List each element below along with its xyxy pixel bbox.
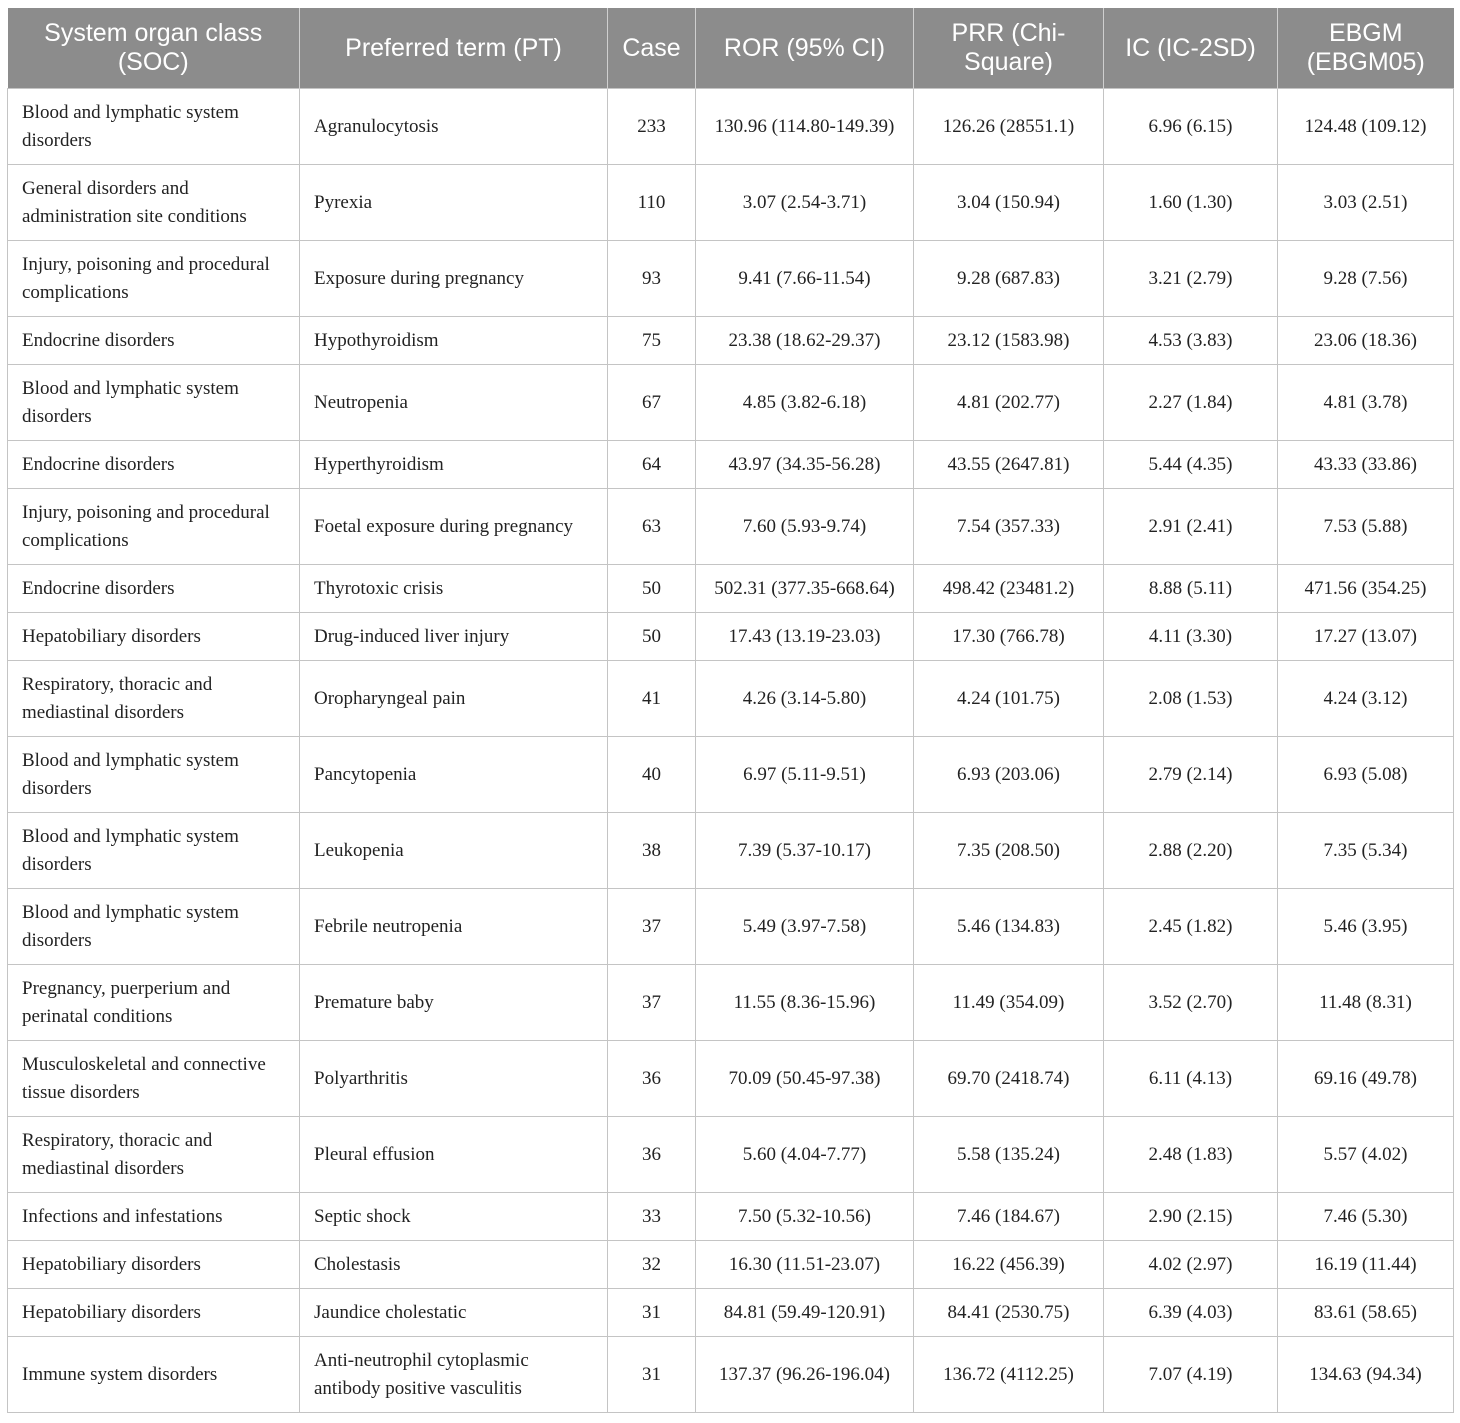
- table-row: [8, 565, 1454, 613]
- cell-soc: Hepatobiliary disorders: [8, 613, 300, 661]
- adverse-event-signal-table: [7, 8, 1454, 1413]
- cell-prr: 5.58 (135.24): [914, 1117, 1104, 1193]
- cell-ror: 7.50 (5.32-10.56): [696, 1193, 914, 1241]
- cell-ror: 70.09 (50.45-97.38): [696, 1041, 914, 1117]
- cell-pt: Thyrotoxic crisis: [300, 565, 608, 613]
- table-row: [8, 441, 1454, 489]
- cell-pt: Septic shock: [300, 1193, 608, 1241]
- cell-ebgm: 134.63 (94.34): [1278, 1337, 1454, 1413]
- cell-ror: 130.96 (114.80-149.39): [696, 89, 914, 165]
- cell-ror: 7.39 (5.37-10.17): [696, 813, 914, 889]
- cell-soc: Endocrine disorders: [8, 565, 300, 613]
- cell-ebgm: 7.53 (5.88): [1278, 489, 1454, 565]
- header-prr: PRR (Chi-Square): [914, 8, 1104, 89]
- cell-ic: 4.11 (3.30): [1104, 613, 1278, 661]
- table-row: [8, 737, 1454, 813]
- cell-ror: 4.85 (3.82-6.18): [696, 365, 914, 441]
- cell-ebgm: 6.93 (5.08): [1278, 737, 1454, 813]
- cell-pt: Febrile neutropenia: [300, 889, 608, 965]
- cell-ror: 5.49 (3.97-7.58): [696, 889, 914, 965]
- cell-pt: Jaundice cholestatic: [300, 1289, 608, 1337]
- cell-soc: Infections and infestations: [8, 1193, 300, 1241]
- cell-ebgm: 11.48 (8.31): [1278, 965, 1454, 1041]
- cell-case: 36: [608, 1117, 696, 1193]
- cell-case: 36: [608, 1041, 696, 1117]
- cell-ic: 3.21 (2.79): [1104, 241, 1278, 317]
- cell-ebgm: 7.46 (5.30): [1278, 1193, 1454, 1241]
- cell-prr: 17.30 (766.78): [914, 613, 1104, 661]
- cell-case: 31: [608, 1337, 696, 1413]
- cell-ebgm: 83.61 (58.65): [1278, 1289, 1454, 1337]
- table-row: [8, 813, 1454, 889]
- cell-prr: 4.24 (101.75): [914, 661, 1104, 737]
- cell-prr: 7.54 (357.33): [914, 489, 1104, 565]
- header-case: Case: [608, 8, 696, 89]
- cell-ic: 7.07 (4.19): [1104, 1337, 1278, 1413]
- cell-prr: 23.12 (1583.98): [914, 317, 1104, 365]
- cell-case: 75: [608, 317, 696, 365]
- table-row: [8, 965, 1454, 1041]
- cell-soc: Respiratory, thoracic and mediastinal disorders: [8, 1117, 300, 1193]
- table-row: [8, 1041, 1454, 1117]
- cell-prr: 126.26 (28551.1): [914, 89, 1104, 165]
- table-row: [8, 889, 1454, 965]
- cell-ic: 2.45 (1.82): [1104, 889, 1278, 965]
- cell-ebgm: 471.56 (354.25): [1278, 565, 1454, 613]
- cell-prr: 3.04 (150.94): [914, 165, 1104, 241]
- cell-prr: 11.49 (354.09): [914, 965, 1104, 1041]
- cell-soc: Blood and lymphatic system disorders: [8, 813, 300, 889]
- cell-prr: 498.42 (23481.2): [914, 565, 1104, 613]
- cell-ebgm: 17.27 (13.07): [1278, 613, 1454, 661]
- cell-case: 63: [608, 489, 696, 565]
- cell-case: 67: [608, 365, 696, 441]
- cell-pt: Pleural effusion: [300, 1117, 608, 1193]
- cell-ic: 2.27 (1.84): [1104, 365, 1278, 441]
- cell-soc: Blood and lymphatic system disorders: [8, 365, 300, 441]
- cell-ror: 23.38 (18.62-29.37): [696, 317, 914, 365]
- cell-ic: 1.60 (1.30): [1104, 165, 1278, 241]
- cell-ebgm: 23.06 (18.36): [1278, 317, 1454, 365]
- cell-ror: 11.55 (8.36-15.96): [696, 965, 914, 1041]
- cell-ror: 3.07 (2.54-3.71): [696, 165, 914, 241]
- cell-case: 41: [608, 661, 696, 737]
- cell-soc: Hepatobiliary disorders: [8, 1289, 300, 1337]
- header-ror: ROR (95% CI): [696, 8, 914, 89]
- cell-prr: 69.70 (2418.74): [914, 1041, 1104, 1117]
- table-row: [8, 165, 1454, 241]
- table-row: [8, 241, 1454, 317]
- cell-soc: General disorders and administration site conditions: [8, 165, 300, 241]
- table-row: [8, 1289, 1454, 1337]
- cell-ebgm: 9.28 (7.56): [1278, 241, 1454, 317]
- cell-soc: Pregnancy, puerperium and perinatal conditions: [8, 965, 300, 1041]
- cell-ror: 137.37 (96.26-196.04): [696, 1337, 914, 1413]
- cell-pt: Polyarthritis: [300, 1041, 608, 1117]
- cell-ror: 4.26 (3.14-5.80): [696, 661, 914, 737]
- table-row: [8, 661, 1454, 737]
- cell-case: 50: [608, 565, 696, 613]
- cell-case: 32: [608, 1241, 696, 1289]
- cell-ic: 6.96 (6.15): [1104, 89, 1278, 165]
- cell-case: 110: [608, 165, 696, 241]
- cell-case: 233: [608, 89, 696, 165]
- cell-ic: 3.52 (2.70): [1104, 965, 1278, 1041]
- cell-case: 38: [608, 813, 696, 889]
- cell-ror: 502.31 (377.35-668.64): [696, 565, 914, 613]
- cell-pt: Neutropenia: [300, 365, 608, 441]
- cell-ic: 2.91 (2.41): [1104, 489, 1278, 565]
- cell-ic: 2.08 (1.53): [1104, 661, 1278, 737]
- cell-soc: Blood and lymphatic system disorders: [8, 889, 300, 965]
- cell-pt: Foetal exposure during pregnancy: [300, 489, 608, 565]
- table-row: [8, 489, 1454, 565]
- cell-soc: Musculoskeletal and connective tissue disorders: [8, 1041, 300, 1117]
- table-row: [8, 317, 1454, 365]
- cell-ror: 84.81 (59.49-120.91): [696, 1289, 914, 1337]
- cell-pt: Agranulocytosis: [300, 89, 608, 165]
- header-ic: IC (IC-2SD): [1104, 8, 1278, 89]
- cell-pt: Pancytopenia: [300, 737, 608, 813]
- cell-case: 33: [608, 1193, 696, 1241]
- cell-pt: Anti-neutrophil cytoplasmic antibody positive vasculitis: [300, 1337, 608, 1413]
- cell-soc: Respiratory, thoracic and mediastinal disorders: [8, 661, 300, 737]
- cell-ic: 2.48 (1.83): [1104, 1117, 1278, 1193]
- cell-ebgm: 16.19 (11.44): [1278, 1241, 1454, 1289]
- cell-prr: 7.46 (184.67): [914, 1193, 1104, 1241]
- cell-ror: 16.30 (11.51-23.07): [696, 1241, 914, 1289]
- cell-pt: Premature baby: [300, 965, 608, 1041]
- table-row: [8, 1337, 1454, 1413]
- header-pt: Preferred term (PT): [300, 8, 608, 89]
- cell-ic: 5.44 (4.35): [1104, 441, 1278, 489]
- cell-ebgm: 124.48 (109.12): [1278, 89, 1454, 165]
- cell-pt: Pyrexia: [300, 165, 608, 241]
- cell-pt: Hyperthyroidism: [300, 441, 608, 489]
- header-soc: System organ class (SOC): [8, 8, 300, 89]
- cell-pt: Hypothyroidism: [300, 317, 608, 365]
- cell-pt: Oropharyngeal pain: [300, 661, 608, 737]
- table-row: [8, 89, 1454, 165]
- cell-ic: 2.90 (2.15): [1104, 1193, 1278, 1241]
- cell-ror: 17.43 (13.19-23.03): [696, 613, 914, 661]
- cell-case: 50: [608, 613, 696, 661]
- cell-pt: Cholestasis: [300, 1241, 608, 1289]
- cell-case: 64: [608, 441, 696, 489]
- cell-prr: 136.72 (4112.25): [914, 1337, 1104, 1413]
- cell-pt: Drug-induced liver injury: [300, 613, 608, 661]
- cell-ror: 6.97 (5.11-9.51): [696, 737, 914, 813]
- cell-ebgm: 7.35 (5.34): [1278, 813, 1454, 889]
- cell-soc: Blood and lymphatic system disorders: [8, 89, 300, 165]
- cell-case: 40: [608, 737, 696, 813]
- table-row: [8, 613, 1454, 661]
- adverse-event-signal-table-container: [7, 8, 1453, 1413]
- cell-prr: 9.28 (687.83): [914, 241, 1104, 317]
- cell-ebgm: 4.24 (3.12): [1278, 661, 1454, 737]
- cell-soc: Endocrine disorders: [8, 441, 300, 489]
- cell-soc: Injury, poisoning and procedural complications: [8, 489, 300, 565]
- cell-ebgm: 5.46 (3.95): [1278, 889, 1454, 965]
- cell-soc: Hepatobiliary disorders: [8, 1241, 300, 1289]
- cell-ebgm: 5.57 (4.02): [1278, 1117, 1454, 1193]
- cell-pt: Exposure during pregnancy: [300, 241, 608, 317]
- cell-ic: 6.11 (4.13): [1104, 1041, 1278, 1117]
- cell-soc: Endocrine disorders: [8, 317, 300, 365]
- cell-soc: Injury, poisoning and procedural complications: [8, 241, 300, 317]
- cell-prr: 84.41 (2530.75): [914, 1289, 1104, 1337]
- cell-ror: 43.97 (34.35-56.28): [696, 441, 914, 489]
- cell-pt: Leukopenia: [300, 813, 608, 889]
- cell-case: 93: [608, 241, 696, 317]
- cell-prr: 6.93 (203.06): [914, 737, 1104, 813]
- cell-ic: 8.88 (5.11): [1104, 565, 1278, 613]
- cell-ror: 5.60 (4.04-7.77): [696, 1117, 914, 1193]
- cell-case: 31: [608, 1289, 696, 1337]
- cell-ic: 4.53 (3.83): [1104, 317, 1278, 365]
- cell-prr: 16.22 (456.39): [914, 1241, 1104, 1289]
- cell-ebgm: 4.81 (3.78): [1278, 365, 1454, 441]
- cell-prr: 7.35 (208.50): [914, 813, 1104, 889]
- cell-ror: 7.60 (5.93-9.74): [696, 489, 914, 565]
- cell-case: 37: [608, 889, 696, 965]
- cell-ic: 2.88 (2.20): [1104, 813, 1278, 889]
- cell-ic: 6.39 (4.03): [1104, 1289, 1278, 1337]
- cell-prr: 43.55 (2647.81): [914, 441, 1104, 489]
- cell-ebgm: 43.33 (33.86): [1278, 441, 1454, 489]
- table-row: [8, 1193, 1454, 1241]
- table-row: [8, 365, 1454, 441]
- cell-soc: Immune system disorders: [8, 1337, 300, 1413]
- cell-case: 37: [608, 965, 696, 1041]
- cell-prr: 5.46 (134.83): [914, 889, 1104, 965]
- cell-soc: Blood and lymphatic system disorders: [8, 737, 300, 813]
- table-row: [8, 1241, 1454, 1289]
- table-row: [8, 1117, 1454, 1193]
- cell-ebgm: 3.03 (2.51): [1278, 165, 1454, 241]
- header-row: [8, 8, 1454, 89]
- cell-ic: 4.02 (2.97): [1104, 1241, 1278, 1289]
- cell-ror: 9.41 (7.66-11.54): [696, 241, 914, 317]
- header-ebgm: EBGM (EBGM05): [1278, 8, 1454, 89]
- cell-ebgm: 69.16 (49.78): [1278, 1041, 1454, 1117]
- cell-ic: 2.79 (2.14): [1104, 737, 1278, 813]
- cell-prr: 4.81 (202.77): [914, 365, 1104, 441]
